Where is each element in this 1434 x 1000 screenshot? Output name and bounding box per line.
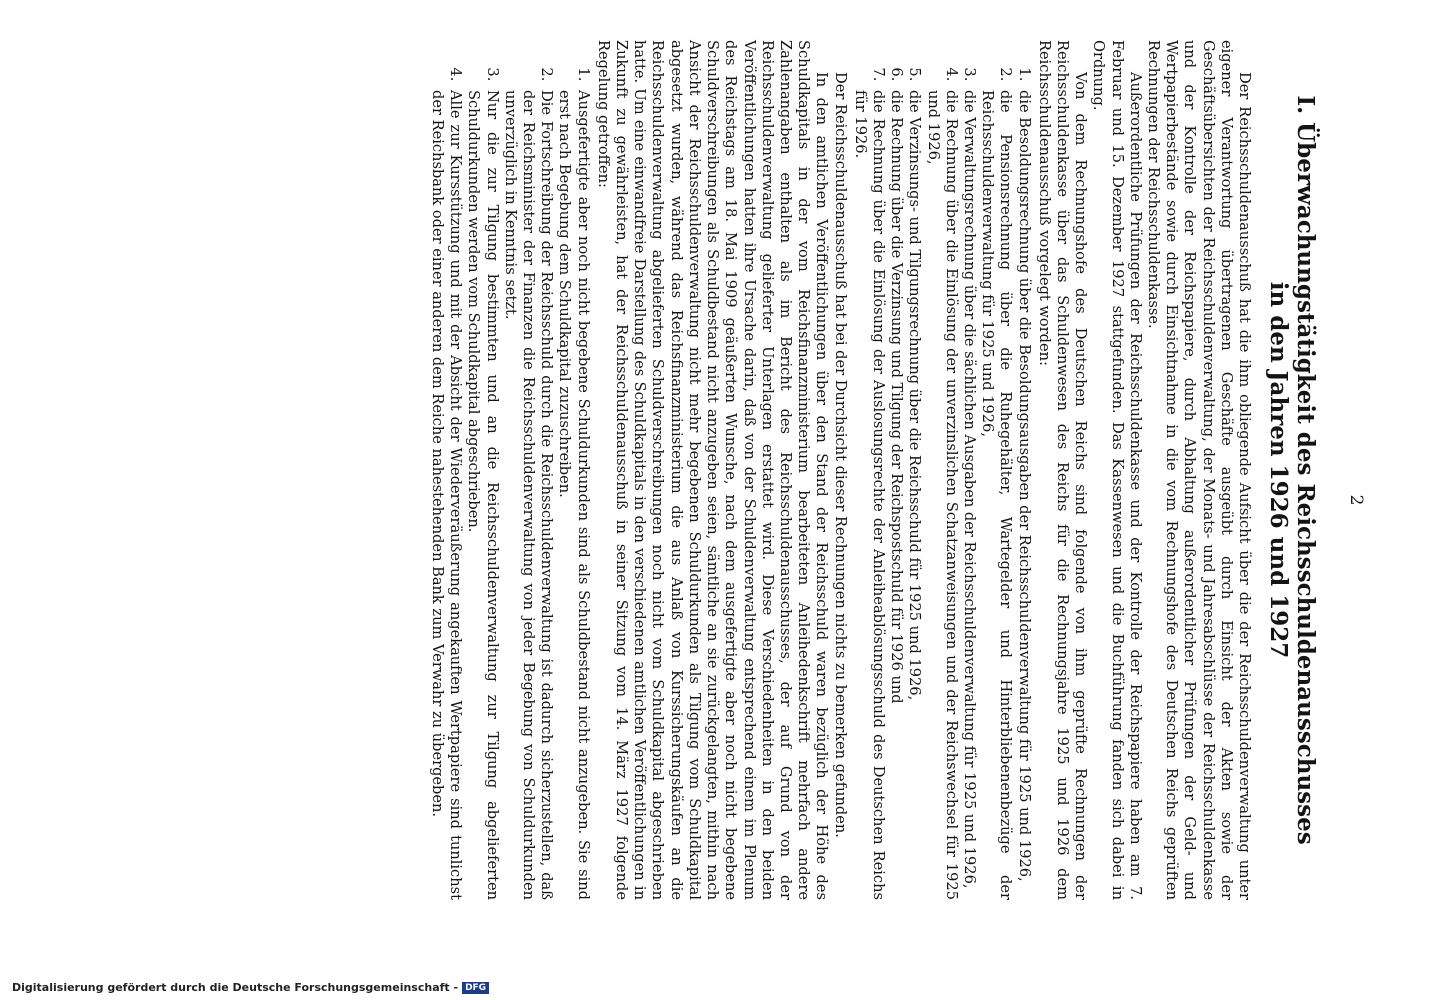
accounts-list	[851, 40, 1033, 900]
list-item: 1. Ausgefertigte aber noch nicht begebene Schuldurkunden sind als Schuldbestand nicht anzugeben. Sie sind erst nach Begebung dem Schuldkapital zuzuschreiben.	[555, 86, 591, 900]
list-item: 4. die Rechnung über die Einlösung der unverzinslichen Schatzanweisungen und der Reichswechsel für 1925 und 1926,	[923, 86, 959, 900]
page-number: 2	[1346, 494, 1366, 506]
list-item: 6. die Rechnung über die Verzinsung und Tilgung der Reichspostschuld für 1926 und	[887, 86, 905, 900]
paragraph-supervision: Der Reichsschuldenausschuß hat die ihm obliegende Aufsicht über die der Reichsschuldenverwaltung unter eigener Verantwortung übertragenen Geschäfte ausgeübt durch Einsicht der Akten sowie der Geschäftsübersichten der Reichsschuldenverwaltung, der Monats- und Jahresabschlüsse der Reichsschuldenkasse und der Kontrolle der Reichspapiere, durch Abhaltung außerordentlicher Prüfungen der Geld- und Wertpapierbestände sowie durch Einsichtnahme in die vom Rechnungshofe des Deutschen Reichs geprüften Rechnungen der Reichsschuldenkasse.	[1144, 40, 1253, 900]
list-item: 3. die Verwaltungsrechnung über die sächlichen Ausgaben der Reichsschuldenverwaltung für 1925 und 1926,	[960, 86, 978, 900]
list-item: 2. die Pensionsrechnung über die Ruhegehälter, Wartegelder und Hinterbliebenenbezüge der Reichsschuldenverwaltung für 1925 und 1926,	[978, 86, 1014, 900]
paragraph-accounts-intro: Von dem Rechnungshofe des Deutschen Reichs sind folgende von ihm geprüfte Rechnungen der Reichsschuldenkasse über das Schuldenwesen des Reichs für die Rechnungsjahre 1925 und 1926 dem Reichsschuldenausschuß vorgelegt worden:	[1035, 40, 1090, 900]
paragraph-no-remarks: Der Reichsschuldenausschuß hat bei der Durchsicht dieser Rechnungen nichts zu bemerken gefunden.	[831, 72, 849, 838]
credit-text: Digitalisierung gefördert durch die Deutsche Forschungsgemeinschaft -	[12, 981, 459, 994]
section-title	[1265, 40, 1319, 900]
list-item: 2. Die Fortschreibung der Reichsschuld durch die Reichsschuldenverwaltung ist dadurch sicherzustellen, daß der Reichsminister der Finanzen die Reichsschuldenverwaltung von jeder Begebung von Schuldurkunden unverzüglich in Kenntnis setzt.	[501, 86, 556, 900]
list-item: 5. die Verzinsungs- und Tilgungsrechnung über die Reichsschuld für 1925 und 1926,	[905, 86, 923, 900]
paragraph-publications: In den amtlichen Veröffentlichungen über den Stand der Reichsschuld waren bezüglich der Höhe des Schuldkapitals in der vom Reichsfinanzministerium bearbeiteten Anleihedenkschrift mehrfach andere Zahlenangaben enthalten als im Bericht des Reichsschuldenausschusses, der auf Grund von der Reichsschuldenverwaltung gelieferter Unterlagen erstattet wird. Diese Verschiedenheiten in den beiden Veröffentlichungen hatten ihre Ursache darin, daß von der Schuldenverwaltung entsprechend einem im Plenum des Reichstags am 18. Mai 1909 geäußerten Wunsche, nach dem ausgefertigte aber noch nicht begebene Schuldverschreibungen als Schuldbestand nicht anzugeben seien, sämtliche an sie zurückgelangten, mithin nach Ansicht der Reichsschuldenverwaltung nicht mehr begebenen Schuldurkunden als Tilgung vom Schuldkapital abgesetzt wurden, während das Reichsfinanzministerium die aus Anlaß von Kurssicherungskäufen an die Reichsschuldenverwaltung abgelieferten Schuldverschreibungen noch nicht vom Schuldkapital abgeschrieben hatte. Um eine einwandfreie Darstellung des Schuldkapitals in den verschiedenen amtlichen Veröffentlichungen in Zukunft zu gewährleisten, hat der Reichsschuldenausschuß in seiner Sitzung vom 14. März 1927 folgende Regelung getroffen:	[594, 40, 831, 900]
list-item: 7. die Rechnung über die Einlösung der Auslosungsrechte der Anleiheablösungsschuld des Deutschen Reichs für 1926.	[851, 86, 887, 900]
document-body	[426, 40, 1319, 900]
title-line-1: I. Überwachungstätigkeit des Reichsschuldenausschusses	[1292, 95, 1319, 845]
list-item: 4. Alle zur Kursstützung und mit der Absicht der Wiederveräußerung angekauften Wertpapiere sind tunlichst der Reichsbank oder einer anderen dem Reiche nahestehenden Bank zum Verwahr zu übergeben.	[428, 86, 464, 900]
digitization-credit	[12, 981, 489, 994]
regulation-list	[428, 40, 592, 900]
title-line-2: in den Jahren 1926 und 1927	[1265, 281, 1292, 659]
list-item: 3. Nur die zur Tilgung bestimmten und an die Reichsschuldenverwaltung zur Tilgung abgelieferten Schuldurkunden werden vom Schuldkapital abgeschrieben.	[464, 86, 500, 900]
paragraph-audits: Außerordentliche Prüfungen der Reichsschuldenkasse und der Kontrolle der Reichspapiere haben am 7. Februar und 15. Dezember 1927 stattgefunden. Das Kassenwesen und die Buchführung fanden sich dabei in Ordnung.	[1090, 40, 1144, 900]
list-item: 1. die Besoldungsrechnung über die Besoldungsausgaben der Reichsschuldenverwaltung für 1925 und 1926,	[1014, 86, 1032, 900]
dfg-logo-icon: DFG	[462, 982, 489, 994]
